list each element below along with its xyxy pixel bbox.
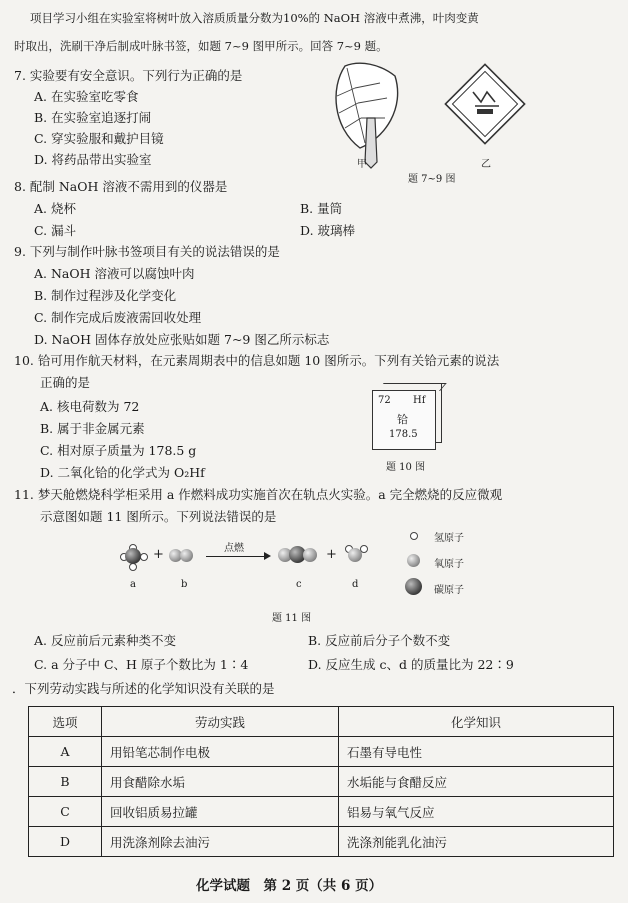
q11-option-d: D. 反应生成 c、d 的质量比为 22∶9	[308, 657, 514, 672]
atomic-number: 72	[378, 395, 391, 406]
q10-option-b: B. 属于非金属元素	[40, 421, 145, 436]
question-10-stem-line-1: 10. 铪可用作航天材料，在元素周期表中的信息如题 10 图所示。下列有关铪元素的说法	[14, 353, 500, 368]
legend-oxygen-label: 氧原子	[434, 559, 464, 570]
row-option: A	[29, 737, 102, 767]
legend-hydrogen-label: 氢原子	[434, 533, 464, 544]
figure-7-9-caption: 题 7~9 图	[408, 174, 456, 185]
row-practice: 回收铝质易拉罐	[102, 797, 339, 827]
figure-11-caption: 题 11 图	[272, 613, 312, 624]
table-row	[29, 827, 614, 857]
q9-option-a: A. NaOH 溶液可以腐蚀叶肉	[34, 266, 195, 281]
legend-carbon-icon	[405, 578, 422, 595]
intro-line-1: 项目学习小组在实验室将树叶放入溶质质量分数为10%的 NaOH 溶液中煮沸，叶肉变黄	[30, 11, 479, 25]
q7-option-b: B. 在实验室追逐打闹	[34, 110, 152, 125]
question-12-table	[28, 706, 614, 857]
header-practice: 劳动实践	[102, 707, 339, 737]
molecule-label-d: d	[352, 579, 359, 590]
plus-sign: +	[326, 547, 337, 562]
q11-option-c: C. a 分子中 C、H 原子个数比为 1∶4	[34, 657, 249, 672]
header-knowledge: 化学知识	[339, 707, 614, 737]
question-7-stem: 7. 实验要有安全意识。下列行为正确的是	[14, 68, 243, 83]
molecule-label-b: b	[181, 579, 188, 590]
q8-option-a: A. 烧杯	[34, 201, 76, 216]
question-9-stem: 9. 下列与制作叶脉书签项目有关的说法错误的是	[14, 244, 280, 259]
molecule-label-a: a	[130, 579, 136, 590]
element-name: 铪	[397, 413, 408, 426]
row-practice: 用洗涤剂除去油污	[102, 827, 339, 857]
question-11-stem-line-2: 示意图如题 11 图所示。下列说法错误的是	[40, 509, 277, 524]
intro-line-2: 时取出，洗刷干净后制成叶脉书签，如题 7~9 图甲所示。回答 7~9 题。	[14, 39, 388, 53]
row-knowledge: 铝易与氧气反应	[339, 797, 614, 827]
table-row	[29, 737, 614, 767]
q10-option-d: D. 二氧化铪的化学式为 O₂Hf	[40, 465, 205, 480]
legend-carbon-label: 碳原子	[434, 585, 464, 596]
row-knowledge: 石墨有导电性	[339, 737, 614, 767]
molecule-c-oxygen	[303, 548, 317, 562]
q7-option-d: D. 将药品带出实验室	[34, 152, 152, 167]
plus-sign: +	[153, 547, 164, 562]
legend-hydrogen-icon	[410, 532, 418, 540]
row-practice: 用铅笔芯制作电极	[102, 737, 339, 767]
q9-option-b: B. 制作过程涉及化学变化	[34, 288, 177, 303]
molecule-a-carbon	[125, 548, 141, 564]
table-row	[29, 767, 614, 797]
question-8-stem: 8. 配制 NaOH 溶液不需用到的仪器是	[14, 179, 228, 194]
row-option: D	[29, 827, 102, 857]
q11-option-a: A. 反应前后元素种类不变	[34, 633, 176, 648]
q8-option-b: B. 量筒	[300, 201, 343, 216]
question-10-stem-line-2: 正确的是	[40, 375, 91, 390]
corrosive-warning-sign	[445, 64, 524, 143]
figure-label-yi: 乙	[481, 159, 491, 170]
leaf-skeleton-illustration	[336, 63, 398, 168]
legend-oxygen-icon	[407, 554, 420, 567]
q8-option-c: C. 漏斗	[34, 223, 77, 238]
reaction-condition: 点燃	[224, 543, 244, 554]
reaction-arrow	[206, 556, 268, 557]
element-card-hafnium	[372, 390, 436, 450]
arrow-head-icon	[264, 552, 271, 560]
q7-option-c: C. 穿实验服和戴护目镜	[34, 131, 164, 146]
molecule-a-hydrogen	[140, 553, 148, 561]
row-knowledge: 水垢能与食醋反应	[339, 767, 614, 797]
row-knowledge: 洗涤剂能乳化油污	[339, 827, 614, 857]
molecule-b-oxygen	[180, 549, 193, 562]
question-11-stem-line-1: 11. 梦天舱燃烧科学柜采用 a 作燃料成功实施首次在轨点火实验。a 完全燃烧的反应微观	[14, 487, 503, 502]
q9-option-c: C. 制作完成后废液需回收处理	[34, 310, 202, 325]
question-12-stem: ．下列劳动实践与所述的化学知识没有关联的是	[12, 681, 275, 696]
molecule-label-c: c	[296, 579, 302, 590]
page-footer: 化学试题 第 2 页（共 6 页）	[196, 878, 383, 894]
q11-option-b: B. 反应前后分子个数不变	[308, 633, 451, 648]
figure-10-caption: 题 10 图	[386, 462, 426, 473]
row-practice: 用食醋除水垢	[102, 767, 339, 797]
q10-option-a: A. 核电荷数为 72	[40, 399, 140, 414]
table-header-row	[29, 707, 614, 737]
q8-option-d: D. 玻璃棒	[300, 223, 356, 238]
figure-label-jia: 甲	[357, 159, 367, 170]
atomic-mass: 178.5	[389, 429, 418, 440]
header-option: 选项	[29, 707, 102, 737]
table-row	[29, 797, 614, 827]
molecule-a-hydrogen	[129, 563, 137, 571]
q10-option-c: C. 相对原子质量为 178.5 g	[40, 443, 197, 458]
element-symbol: Hf	[413, 395, 426, 406]
row-option: C	[29, 797, 102, 827]
molecule-d-oxygen	[348, 548, 362, 562]
q9-option-d: D. NaOH 固体存放处应张贴如题 7~9 图乙所示标志	[34, 332, 330, 347]
q7-option-a: A. 在实验室吃零食	[34, 89, 139, 104]
row-option: B	[29, 767, 102, 797]
